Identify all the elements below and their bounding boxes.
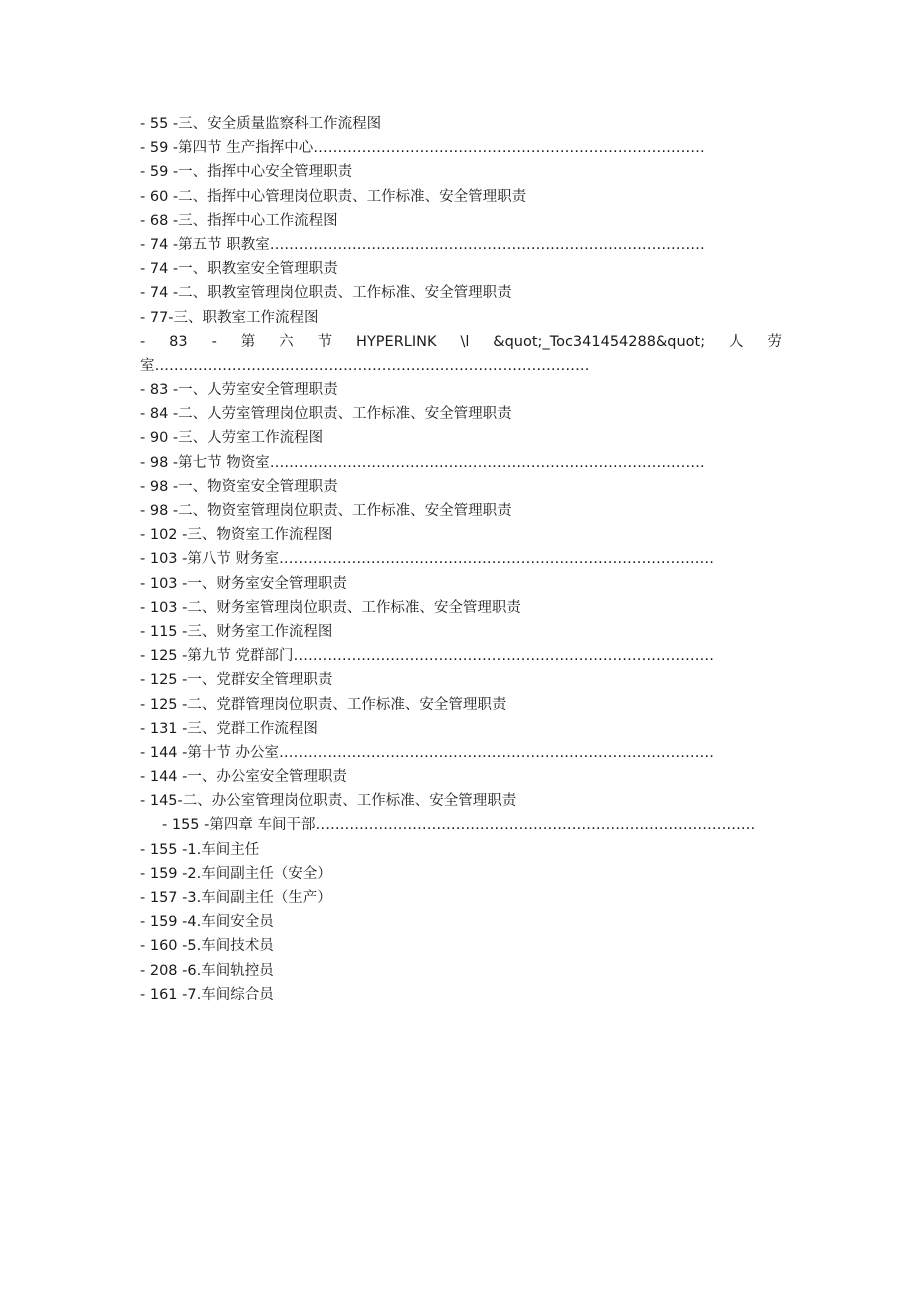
toc-line: - 98 -二、物资室管理岗位职责、工作标准、安全管理职责 bbox=[140, 503, 512, 519]
toc-hyperlink-part: \l bbox=[460, 333, 470, 350]
toc-hyperlink-part: 劳 bbox=[767, 333, 782, 350]
toc-line: - 74 -第五节 职教室……………………………………………………………………………… bbox=[140, 236, 705, 253]
toc-line: - 98 -第七节 物资室……………………………………………………………………………… bbox=[140, 454, 705, 471]
toc-line: - 161 -7.车间综合员 bbox=[140, 986, 274, 1003]
toc-hyperlink-part: - bbox=[140, 333, 146, 350]
toc-line: - 90 -三、人劳室工作流程图 bbox=[140, 430, 324, 447]
toc-hyperlink-part: - bbox=[211, 333, 217, 350]
toc-line: - 159 -2.车间副主任（安全） bbox=[140, 865, 332, 882]
toc-line: - 145-二、办公室管理岗位职责、工作标准、安全管理职责 bbox=[140, 793, 517, 810]
toc-line: - 98 -一、物资室安全管理职责 bbox=[140, 478, 338, 495]
toc-line: - 115 -三、财务室工作流程图 bbox=[140, 623, 333, 640]
toc-line: - 77-三、职教室工作流程图 bbox=[140, 309, 319, 326]
toc-line: - 155 -1.车间主任 bbox=[140, 841, 260, 858]
toc-line: - 103 -一、财务室安全管理职责 bbox=[140, 575, 347, 592]
toc-hyperlink-line bbox=[140, 330, 782, 354]
toc-line: - 157 -3.车间副主任（生产） bbox=[140, 890, 332, 906]
toc-line: - 83 -一、人劳室安全管理职责 bbox=[140, 382, 338, 399]
toc-hyperlink-part: 六 bbox=[279, 333, 294, 350]
toc-line: - 131 -三、党群工作流程图 bbox=[140, 720, 318, 737]
toc-hyperlink-part: &quot;_Toc341454288&quot; bbox=[493, 333, 706, 350]
toc-line: - 103 -二、财务室管理岗位职责、工作标准、安全管理职责 bbox=[140, 599, 521, 616]
toc-hyperlink-part: 节 bbox=[317, 333, 333, 350]
toc-line: - 59 -一、指挥中心安全管理职责 bbox=[140, 164, 353, 181]
toc-chapter-line: - 155 -第四章 车间干部………………………………………………………………………………. bbox=[162, 817, 756, 834]
table-of-contents bbox=[140, 112, 782, 1007]
toc-line: - 55 -三、安全质量监察科工作流程图 bbox=[140, 116, 382, 132]
toc-line: - 160 -5.车间技术员 bbox=[140, 938, 274, 955]
toc-line: - 125 -二、党群管理岗位职责、工作标准、安全管理职责 bbox=[140, 696, 507, 713]
toc-line: - 68 -三、指挥中心工作流程图 bbox=[140, 212, 338, 229]
toc-hyperlink-part: 83 bbox=[169, 333, 188, 350]
toc-line: - 74 -二、职教室管理岗位职责、工作标准、安全管理职责 bbox=[140, 285, 512, 302]
toc-line: - 59 -第四节 生产指挥中心……………………………………………………………………… bbox=[140, 140, 705, 157]
toc-line: - 159 -4.车间安全员 bbox=[140, 914, 274, 931]
toc-line: - 103 -第八节 财务室……………………………………………………………………………… bbox=[140, 551, 714, 568]
toc-hyperlink-part: 第 bbox=[240, 333, 256, 350]
toc-line: - 125 -一、党群安全管理职责 bbox=[140, 672, 333, 689]
toc-line: - 60 -二、指挥中心管理岗位职责、工作标准、安全管理职责 bbox=[140, 188, 527, 205]
toc-line: - 74 -一、职教室安全管理职责 bbox=[140, 261, 338, 278]
toc-line: - 125 -第九节 党群部门…………………………………………………………………………… bbox=[140, 648, 714, 665]
toc-hyperlink-part: HYPERLINK bbox=[356, 333, 437, 350]
toc-line: - 84 -二、人劳室管理岗位职责、工作标准、安全管理职责 bbox=[140, 406, 512, 423]
toc-line: - 144 -一、办公室安全管理职责 bbox=[140, 769, 347, 786]
toc-line: - 208 -6.车间轨控员 bbox=[140, 962, 274, 979]
toc-line: 室……………………………………………………………………………… bbox=[140, 357, 590, 374]
toc-hyperlink-part: 人 bbox=[729, 333, 744, 350]
toc-line: - 102 -三、物资室工作流程图 bbox=[140, 527, 333, 544]
toc-line: - 144 -第十节 办公室……………………………………………………………………………… bbox=[140, 744, 714, 761]
